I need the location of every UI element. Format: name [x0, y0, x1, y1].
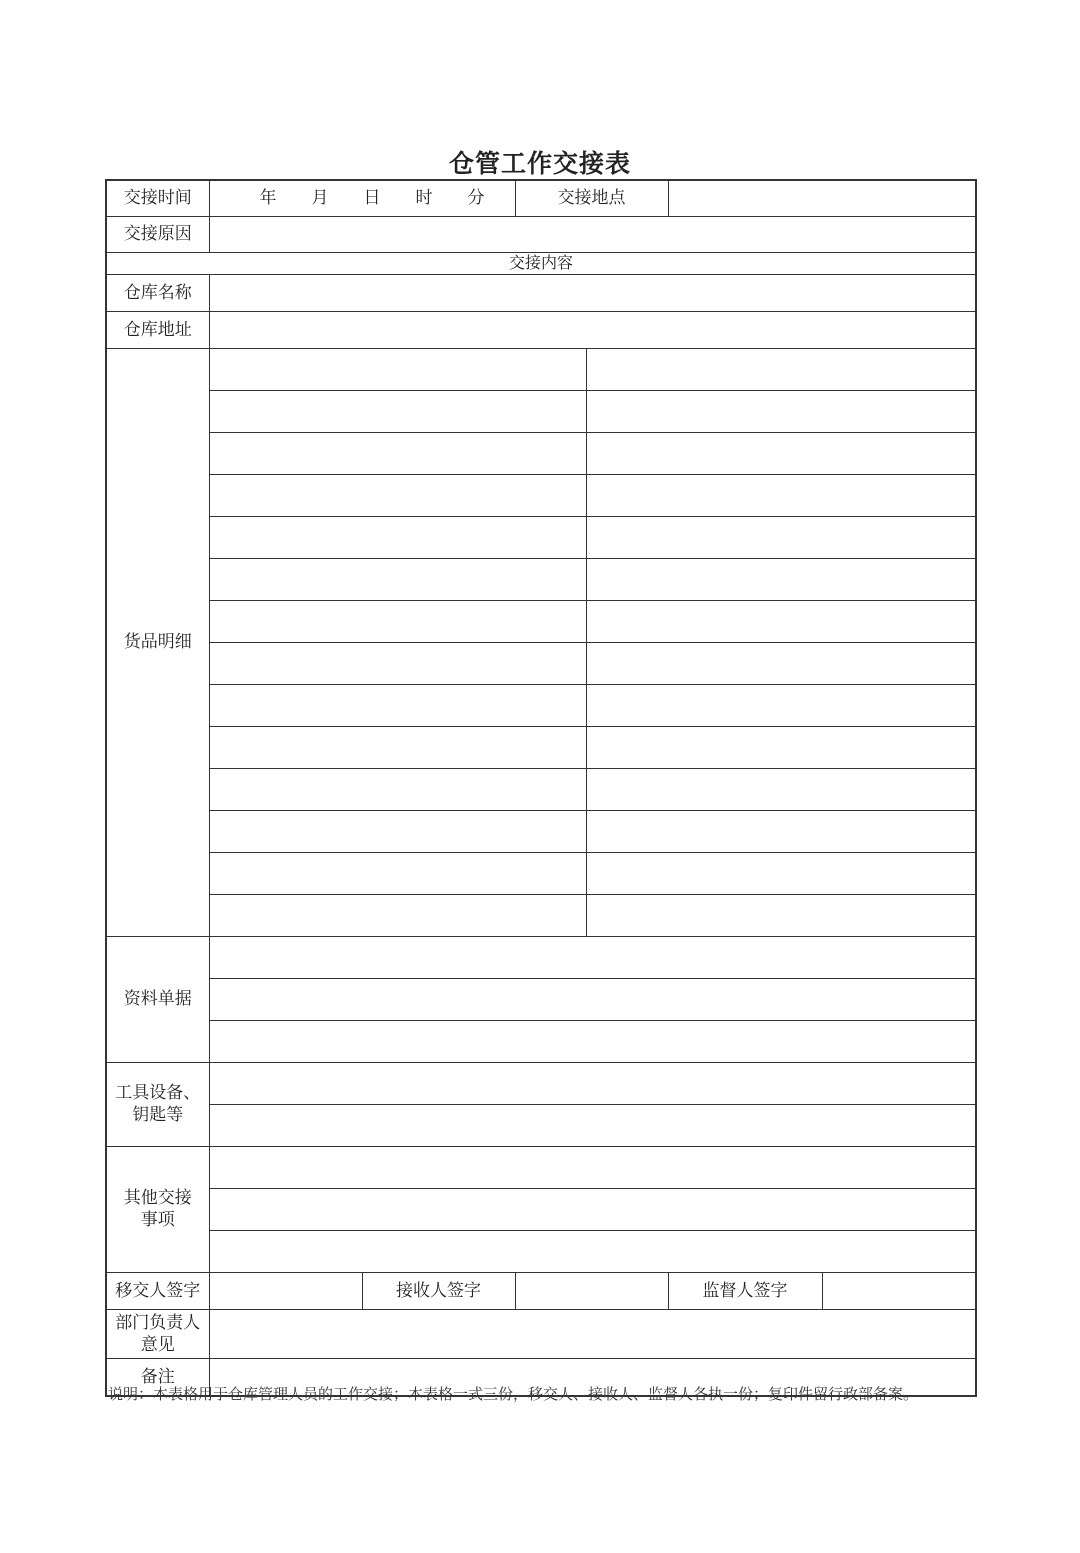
goods-detail-cell[interactable]: [586, 390, 976, 432]
table-row: [106, 1020, 976, 1062]
goods-detail-cell[interactable]: [209, 726, 586, 768]
goods-detail-cell[interactable]: [209, 474, 586, 516]
table-row: [106, 1104, 976, 1146]
table-row: [106, 684, 976, 726]
warehouse-name-label: 仓库名称: [106, 274, 209, 311]
goods-detail-cell[interactable]: [586, 768, 976, 810]
table-row: [106, 642, 976, 684]
minute-unit: 分: [467, 188, 485, 209]
table-row: [106, 1062, 976, 1104]
tools-cell[interactable]: [209, 1062, 976, 1104]
table-row: [106, 180, 976, 216]
warehouse-name-field[interactable]: [209, 274, 976, 311]
table-row: [106, 311, 976, 348]
transferor-sign-field[interactable]: [209, 1272, 362, 1309]
goods-detail-cell[interactable]: [586, 852, 976, 894]
goods-detail-cell[interactable]: [586, 516, 976, 558]
supervisor-sign-field[interactable]: [822, 1272, 976, 1309]
table-row: [106, 1309, 976, 1358]
handover-table: [105, 179, 977, 1397]
table-row: [106, 216, 976, 252]
documents-cell[interactable]: [209, 1020, 976, 1062]
month-unit: 月: [311, 188, 329, 209]
goods-detail-cell[interactable]: [209, 600, 586, 642]
table-row: [106, 852, 976, 894]
documents-label: 资料单据: [106, 936, 209, 1062]
goods-detail-cell[interactable]: [209, 894, 586, 936]
goods-detail-cell[interactable]: [586, 600, 976, 642]
transferor-sign-label: 移交人签字: [106, 1272, 209, 1309]
goods-detail-cell[interactable]: [209, 516, 586, 558]
dept-head-opinion-field[interactable]: [209, 1309, 976, 1358]
warehouse-address-field[interactable]: [209, 311, 976, 348]
goods-detail-cell[interactable]: [209, 642, 586, 684]
handover-time-label: 交接时间: [106, 180, 209, 216]
table-row: [106, 768, 976, 810]
handover-reason-field[interactable]: [209, 216, 976, 252]
table-row: [106, 432, 976, 474]
warehouse-address-label: 仓库地址: [106, 311, 209, 348]
supervisor-sign-label: 监督人签字: [668, 1272, 822, 1309]
handover-time-field[interactable]: [209, 180, 515, 216]
table-row: [106, 252, 976, 274]
goods-detail-cell[interactable]: [586, 558, 976, 600]
tools-cell[interactable]: [209, 1104, 976, 1146]
table-row: [106, 600, 976, 642]
goods-detail-cell[interactable]: [209, 348, 586, 390]
receiver-sign-field[interactable]: [515, 1272, 668, 1309]
remarks-label: 备注: [106, 1358, 209, 1396]
goods-detail-cell[interactable]: [586, 894, 976, 936]
goods-detail-cell[interactable]: [586, 474, 976, 516]
goods-detail-cell[interactable]: [586, 726, 976, 768]
goods-detail-cell[interactable]: [586, 684, 976, 726]
table-row: [106, 936, 976, 978]
table-row: [106, 390, 976, 432]
table-row: [106, 516, 976, 558]
hour-unit: 时: [415, 188, 433, 209]
table-row: [106, 1188, 976, 1230]
table-row: [106, 348, 976, 390]
table-row: [106, 1230, 976, 1272]
form-title: 仓管工作交接表: [448, 149, 631, 178]
documents-cell[interactable]: [209, 936, 976, 978]
tools-label: 工具设备、钥匙等: [106, 1062, 209, 1146]
other-items-cell[interactable]: [209, 1230, 976, 1272]
table-row: [106, 558, 976, 600]
table-row: [106, 810, 976, 852]
footnote: 说明：本表格用于仓库管理人员的工作交接；本表格一式三份，移交人、接收人、监督人各执一份；复印件留行政部备案。: [108, 1385, 919, 1403]
handover-place-label: 交接地点: [515, 180, 668, 216]
table-row: [106, 274, 976, 311]
handover-form: [105, 179, 975, 1397]
goods-detail-cell[interactable]: [209, 768, 586, 810]
handover-reason-label: 交接原因: [106, 216, 209, 252]
dept-head-opinion-label: 部门负责人意见: [106, 1309, 209, 1358]
handover-content-header: 交接内容: [106, 252, 976, 274]
goods-detail-cell[interactable]: [586, 642, 976, 684]
goods-detail-cell[interactable]: [209, 852, 586, 894]
year-unit: 年: [259, 188, 277, 209]
other-items-cell[interactable]: [209, 1146, 976, 1188]
table-row: [106, 978, 976, 1020]
goods-detail-label: 货品明细: [106, 348, 209, 936]
goods-detail-cell[interactable]: [209, 684, 586, 726]
receiver-sign-label: 接收人签字: [362, 1272, 515, 1309]
goods-detail-cell[interactable]: [209, 810, 586, 852]
goods-detail-cell[interactable]: [586, 348, 976, 390]
other-items-label: 其他交接事项: [106, 1146, 209, 1272]
table-row: [106, 1272, 976, 1309]
goods-detail-cell[interactable]: [209, 432, 586, 474]
table-row: [106, 726, 976, 768]
goods-detail-cell[interactable]: [209, 390, 586, 432]
goods-detail-cell[interactable]: [209, 558, 586, 600]
goods-detail-cell[interactable]: [586, 810, 976, 852]
goods-detail-cell[interactable]: [586, 432, 976, 474]
other-items-cell[interactable]: [209, 1188, 976, 1230]
day-unit: 日: [363, 188, 381, 209]
table-row: [106, 1146, 976, 1188]
handover-place-field[interactable]: [668, 180, 976, 216]
table-row: [106, 474, 976, 516]
documents-cell[interactable]: [209, 978, 976, 1020]
table-row: [106, 894, 976, 936]
